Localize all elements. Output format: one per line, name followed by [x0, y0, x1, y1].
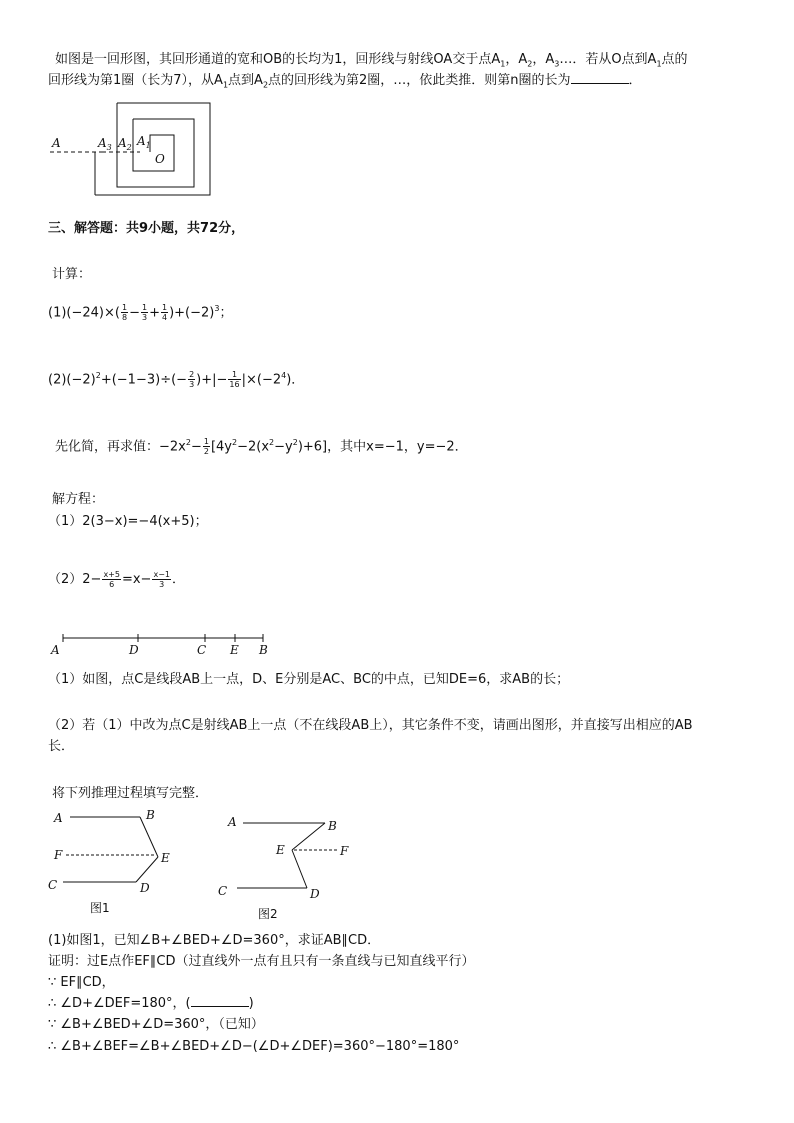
section-title: 三、解答题：共9小题，共72分， — [48, 221, 245, 236]
proof-line4: ∴ ∠D+∠DEF=180°，( ) — [48, 996, 254, 1011]
spiral-problem-line2: 回形线为第1圈（长为7），从$A_1$点到$A_2$点的回形线为第2圈，…，依此类推．则第n圈的长为 ． — [48, 73, 642, 90]
label-O: O — [155, 152, 165, 166]
equation-intro: 解方程： — [52, 492, 105, 507]
spiral-ring-3 — [95, 103, 210, 195]
seg-label-B: B — [259, 643, 268, 657]
fig1-label-F: F — [54, 848, 63, 862]
seg-label-A: A — [51, 643, 60, 657]
fig2-label-B: B — [328, 819, 337, 833]
calc-part1: (1)(−24)×( $\frac{1}{8}$ − $\frac{1}{3}$ + $\frac{1}{4}$ )$+(-2)^3$； — [48, 303, 233, 323]
fig1-label-B: B — [146, 808, 155, 822]
seg-label-C: C — [197, 643, 207, 657]
seg-label-E: E — [230, 643, 239, 657]
proof-line2: 证明：过E点作EF∥CD（过直线外一点有且只有一条直线与已知直线平行） — [48, 954, 475, 969]
proof-intro: 将下列推理过程填写完整． — [52, 786, 209, 801]
calc-part2: $(2)(-2)^2+(-1-3)\div(-$ $\frac{2}{3}$ )+|− $\frac{1}{16}$ $|\times(-2^4)$． — [48, 370, 305, 390]
label-A3: $A_3$ — [98, 136, 112, 152]
figure-2 — [210, 810, 370, 925]
equation-part2: （2）2− $\frac{x+5}{6}$ =x− $\frac{x-1}{3}$ ． — [48, 570, 185, 589]
figure-1 — [40, 805, 190, 920]
fig1-label-C: C — [48, 878, 58, 892]
simplify-problem: 先化简，再求值：$-2x^2-$ $\frac{1}{2}$ $[4y^2-2(x^2-y^2)+6]$，其中x=−1，y=−2． — [55, 437, 468, 457]
fig1-caption: 图1 — [90, 901, 110, 915]
proof-line5: ∵ ∠B+∠BED+∠D=360°，（已知） — [48, 1017, 264, 1032]
fig2-label-A: A — [228, 815, 237, 829]
spiral-figure — [40, 95, 230, 210]
calc-intro: 计算： — [52, 267, 92, 282]
answer-blank[interactable] — [571, 71, 629, 84]
segment-part1: （1）如图，点C是线段AB上一点，D、E分别是AC、BC的中点，已知DE=6，求AB的长； — [48, 672, 570, 687]
label-A1: $A_1$ — [137, 134, 151, 150]
fig2-label-D: D — [310, 887, 320, 901]
proof-line1: (1)如图1，已知∠B+∠BED+∠D=360°，求证AB∥CD． — [48, 933, 381, 948]
fig2-label-C: C — [218, 884, 228, 898]
segment-part2-line2: 长． — [48, 739, 75, 754]
spiral-problem-line1: 如图是一回形图，其回形通道的宽和OB的长均为1，回形线与射线OA交于点$A_1$，$A_2$，$A_3\dots$．若从O点到$A_1$点的 — [55, 52, 688, 69]
proof-line3: ∵ EF∥CD， — [48, 975, 115, 990]
segment-figure — [45, 630, 285, 658]
fig1-label-E: E — [161, 851, 170, 865]
fig2-label-F: F — [340, 844, 349, 858]
fig2-label-E: E — [276, 843, 285, 857]
equation-part1: （1）2(3−x)=−4(x+5)； — [48, 514, 208, 529]
reason-blank[interactable] — [191, 994, 249, 1007]
label-A2: $A_2$ — [118, 136, 132, 152]
fig1-label-A: A — [54, 811, 63, 825]
fig2-caption: 图2 — [258, 907, 278, 921]
proof-line6: ∴ ∠B+∠BEF=∠B+∠BED+∠D−(∠D+∠DEF)=360°−180°=180° — [48, 1039, 460, 1054]
segment-part2-line1: （2）若（1）中改为点C是射线AB上一点（不在线段AB上），其它条件不变，请画出图形，并直接写出相应的AB — [48, 718, 693, 733]
label-A: A — [52, 136, 61, 150]
seg-label-D: D — [129, 643, 139, 657]
fig1-label-D: D — [140, 881, 150, 895]
